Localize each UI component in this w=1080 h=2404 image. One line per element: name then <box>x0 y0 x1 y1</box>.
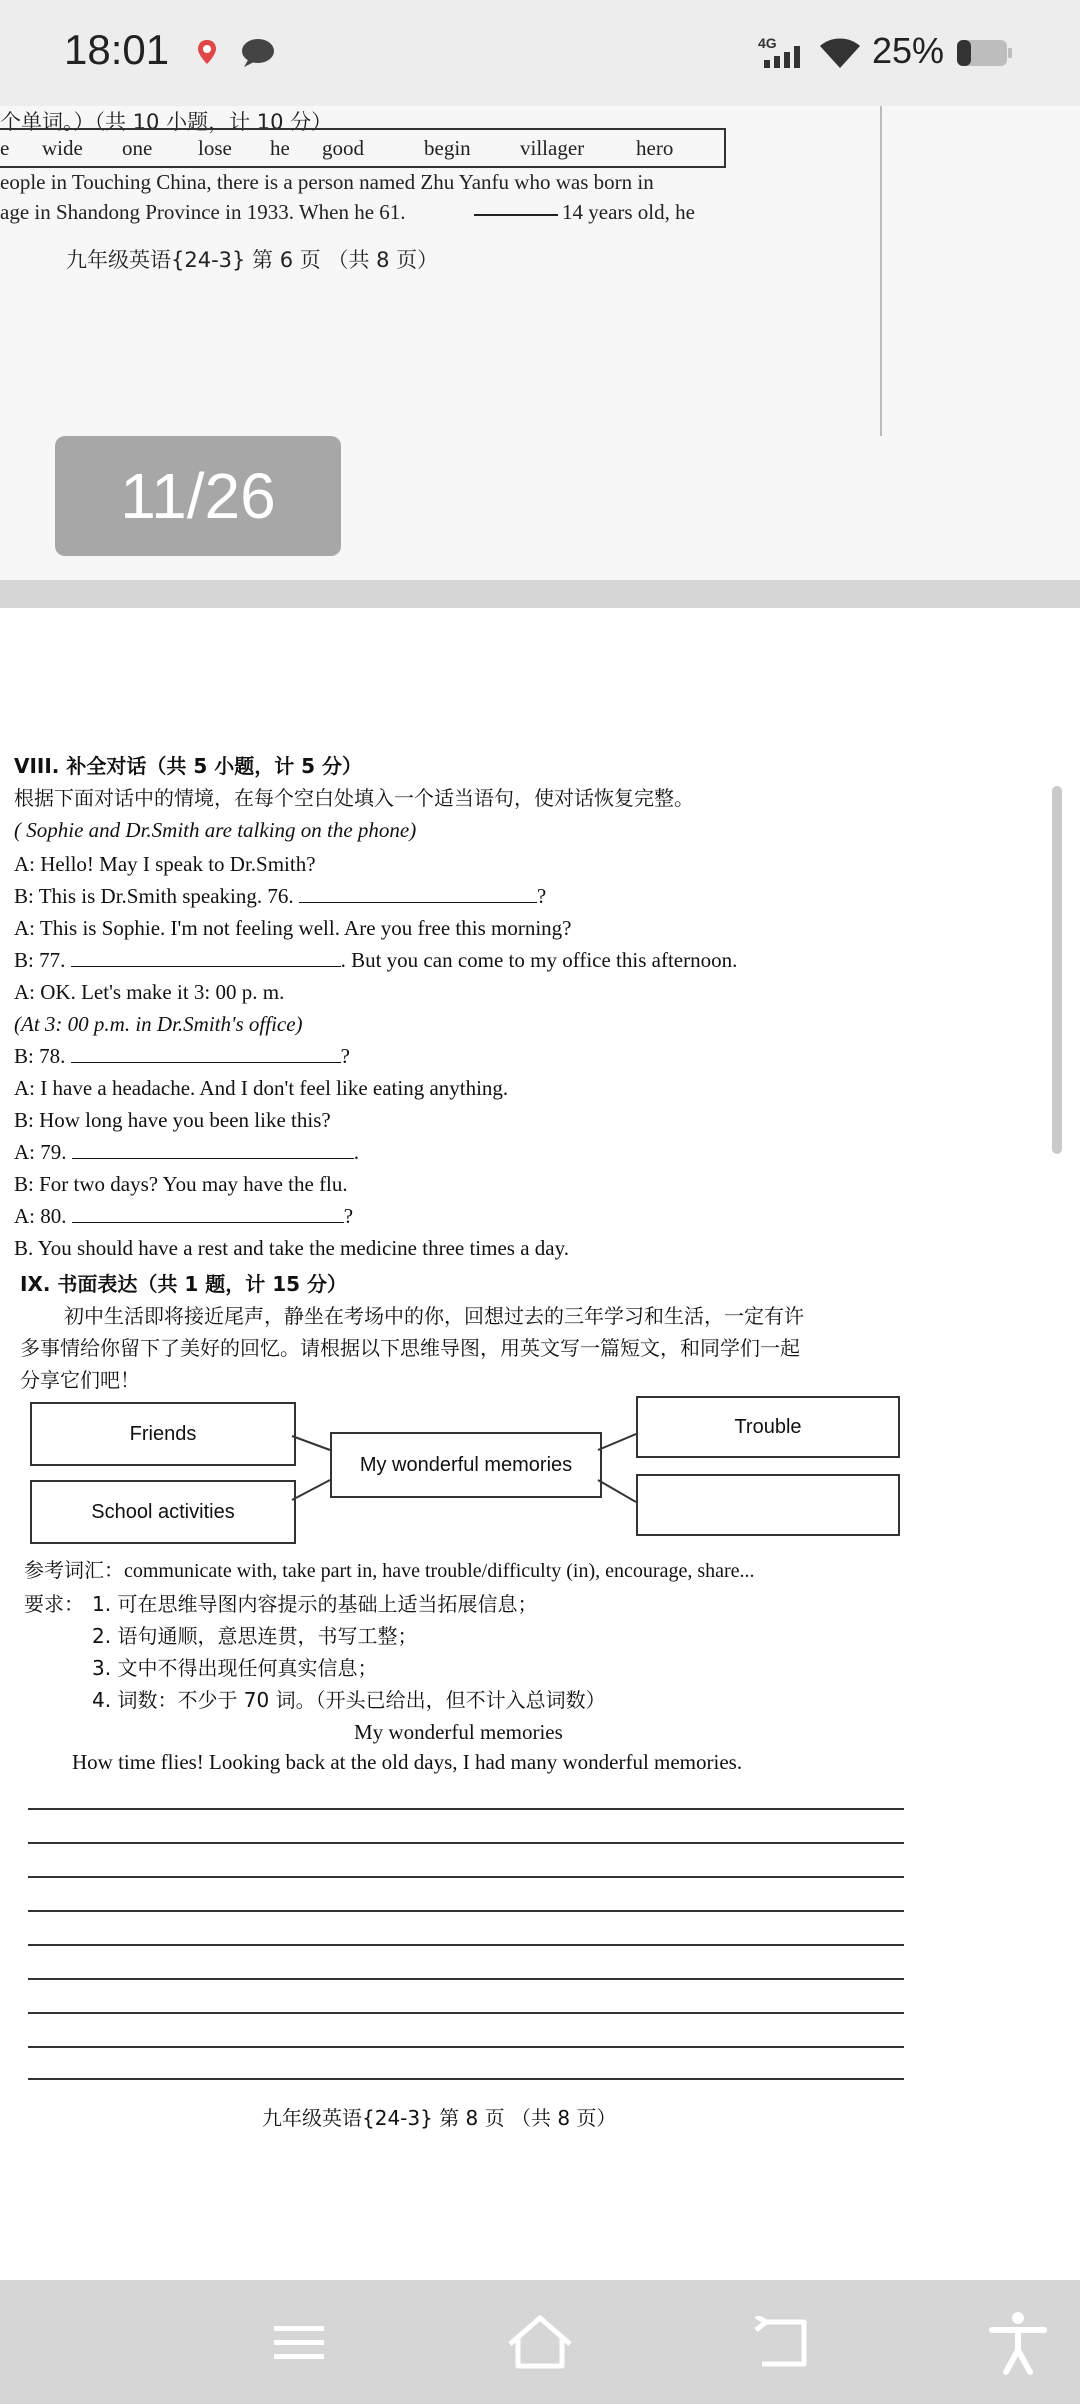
mindmap-node-empty <box>636 1474 900 1536</box>
reference-vocabulary: 参考词汇：communicate with, take part in, have trouble/difficulty (in), encourage, share... <box>24 1560 755 1582</box>
mindmap-node-school-activities: School activities <box>30 1480 296 1544</box>
word-bank-word: he <box>270 136 290 160</box>
dialogue-line: A: I have a headache. And I don't feel like eating anything. <box>14 1076 509 1100</box>
prev-section-heading: 个单词。）（共 10 小题，计 10 分） <box>0 110 333 134</box>
writing-line[interactable] <box>28 2078 904 2080</box>
page-counter-badge: 11/26 <box>55 436 341 556</box>
requirement-item: 2. 语句通顺，意思连贯，书写工整； <box>92 1624 418 1648</box>
prev-text-line: 14 years old, he <box>562 200 695 224</box>
writing-line[interactable] <box>28 1876 904 1878</box>
battery-percent: 25% <box>872 30 945 71</box>
previous-page-fragment[interactable] <box>0 106 1080 582</box>
requirement-item: 3. 文中不得出现任何真实信息； <box>92 1656 378 1680</box>
writing-line[interactable] <box>28 1910 904 1912</box>
mindmap-node-trouble: Trouble <box>636 1396 900 1458</box>
dialogue-line: B: How long have you been like this? <box>14 1108 331 1132</box>
document-page[interactable] <box>0 608 1080 2280</box>
essay-opening: How time flies! Looking back at the old days, I had many wonderful memories. <box>72 1750 743 1774</box>
page-footer: 九年级英语{24-3} 第 8 页 （共 8 页） <box>262 2106 617 2130</box>
writing-line[interactable] <box>28 1808 904 1810</box>
location-pin-icon <box>196 38 218 66</box>
section-heading: VIII. 补全对话（共 5 小题，计 5 分） <box>14 754 363 778</box>
dialogue-line: B. You should have a rest and take the medicine three times a day. <box>14 1236 569 1260</box>
clock: 18:01 <box>64 26 170 73</box>
requirements-label: 要求： <box>24 1592 84 1616</box>
dialogue-line: A: OK. Let's make it 3: 00 p. m. <box>14 980 285 1004</box>
requirement-item: 1. 可在思维导图内容提示的基础上适当拓展信息； <box>92 1592 538 1616</box>
writing-line[interactable] <box>28 1944 904 1946</box>
section-heading: IX. 书面表达（共 1 题，计 15 分） <box>20 1272 348 1296</box>
writing-line[interactable] <box>28 1978 904 1980</box>
word-bank-word: good <box>322 136 364 160</box>
dialogue-line: A: Hello! May I speak to Dr.Smith? <box>14 852 316 876</box>
dialogue-line: B: 77. . But you can come to my office this afternoon. <box>14 948 738 972</box>
dialogue-line: A: 80. ? <box>14 1204 354 1228</box>
status-bar <box>0 0 1080 106</box>
prompt-text: 初中生活即将接近尾声，静坐在考场中的你，回想过去的三年学习和生活，一定有许 <box>64 1304 804 1328</box>
page-edge <box>880 106 882 436</box>
prompt-text: 分享它们吧！ <box>20 1368 140 1392</box>
navigation-bar <box>0 2280 1080 2404</box>
mindmap-node-center: My wonderful memories <box>330 1432 602 1498</box>
requirement-item: 4. 词数：不少于 70 词。（开头已给出，但不计入总词数） <box>92 1688 606 1712</box>
page-separator <box>0 580 1080 608</box>
word-bank-word: wide <box>42 136 83 160</box>
dialogue-line: A: This is Sophie. I'm not feeling well. Are you free this morning? <box>14 916 572 940</box>
word-bank-word: begin <box>424 136 471 160</box>
battery-icon <box>956 38 1012 68</box>
dialogue-line: B: This is Dr.Smith speaking. 76. ? <box>14 884 547 908</box>
prev-page-footer: 九年级英语{24-3} 第 6 页 （共 8 页） <box>66 248 439 272</box>
prev-text-line: age in Shandong Province in 1933. When he 61. <box>0 200 406 224</box>
word-bank-word: e <box>0 136 10 160</box>
essay-title: My wonderful memories <box>354 1720 563 1744</box>
section-instruction: 根据下面对话中的情境，在每个空白处填入一个适当语句，使对话恢复完整。 <box>14 786 694 810</box>
wifi-icon <box>818 36 862 70</box>
writing-line[interactable] <box>28 2012 904 2014</box>
word-bank-word: one <box>122 136 153 160</box>
network-type-label: 4G <box>758 35 777 51</box>
answer-blank <box>474 214 558 216</box>
writing-line[interactable] <box>28 2046 904 2048</box>
back-icon[interactable] <box>752 2316 812 2370</box>
mindmap-node-friends: Friends <box>30 1402 296 1466</box>
chat-bubble-icon <box>240 38 276 68</box>
accessibility-icon[interactable] <box>988 2310 1048 2376</box>
home-icon[interactable] <box>506 2314 574 2370</box>
word-bank-word: villager <box>520 136 585 160</box>
prev-text-line: eople in Touching China, there is a person named Zhu Yanfu who was born in <box>0 170 654 194</box>
word-bank-word: lose <box>198 136 232 160</box>
dialogue-line: B: 78. ? <box>14 1044 350 1068</box>
word-bank-word: hero <box>636 136 674 160</box>
writing-line[interactable] <box>28 1842 904 1844</box>
cellular-signal-icon <box>758 34 806 70</box>
dialogue-context: ( Sophie and Dr.Smith are talking on the phone) <box>14 818 417 842</box>
prompt-text: 多事情给你留下了美好的回忆。请根据以下思维导图，用英文写一篇短文，和同学们一起 <box>20 1336 800 1360</box>
dialogue-stage-direction: (At 3: 00 p.m. in Dr.Smith's office) <box>14 1012 303 1036</box>
menu-icon[interactable] <box>272 2320 328 2366</box>
dialogue-line: B: For two days? You may have the flu. <box>14 1172 348 1196</box>
dialogue-line: A: 79. . <box>14 1140 359 1164</box>
